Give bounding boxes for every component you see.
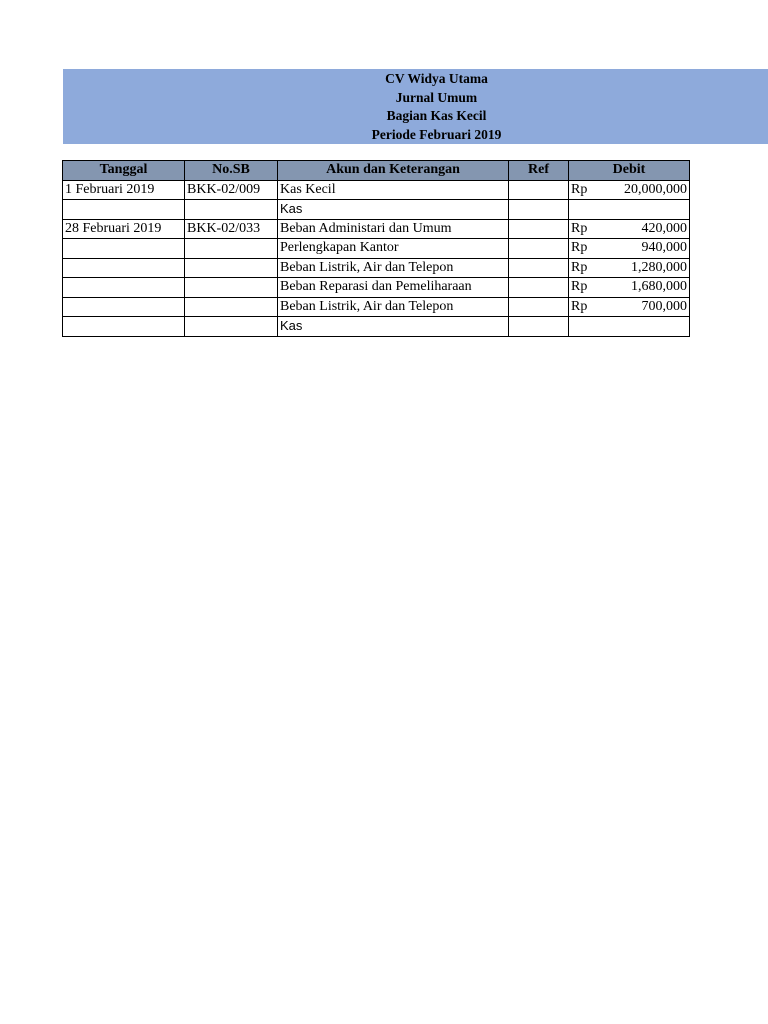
journal-title: Jurnal Umum (395, 89, 478, 105)
table-row (63, 317, 690, 337)
cell-tanggal (63, 297, 185, 317)
currency-label: Rp (571, 240, 588, 256)
cell-nosb (185, 258, 278, 278)
journal-table (62, 160, 690, 337)
cell-debit (569, 200, 690, 220)
cell-tanggal (63, 258, 185, 278)
debit-amount: 420,000 (641, 220, 687, 236)
cell-debit (569, 297, 690, 317)
cell-nosb (185, 278, 278, 298)
cell-akun: Beban Listrik, Air dan Telepon (278, 297, 509, 317)
cell-ref (509, 200, 569, 220)
cell-nosb (185, 239, 278, 259)
cell-ref (509, 297, 569, 317)
cell-tanggal (63, 278, 185, 298)
period-title: Periode Februari 2019 (371, 126, 502, 142)
table-row (63, 180, 690, 200)
cell-ref (509, 180, 569, 200)
table-row (63, 258, 690, 278)
cell-ref (509, 317, 569, 337)
debit-amount: 940,000 (641, 240, 687, 256)
cell-akun: Beban Listrik, Air dan Telepon (278, 258, 509, 278)
currency-label: Rp (571, 259, 588, 275)
debit-amount: 700,000 (641, 298, 687, 314)
column-header-debit: Debit (569, 161, 690, 181)
cell-akun: Beban Administari dan Umum (278, 219, 509, 239)
cell-nosb (185, 200, 278, 220)
cell-akun: Kas (278, 200, 509, 220)
cell-akun: Perlengkapan Kantor (278, 239, 509, 259)
cell-nosb (185, 297, 278, 317)
table-row (63, 200, 690, 220)
cell-debit (569, 219, 690, 239)
cell-debit (569, 180, 690, 200)
table-row (63, 219, 690, 239)
cell-akun: Beban Reparasi dan Pemeliharaan (278, 278, 509, 298)
cell-ref (509, 278, 569, 298)
section-title: Bagian Kas Kecil (386, 108, 487, 123)
table-row (63, 297, 690, 317)
cell-akun: Kas (278, 317, 509, 337)
debit-amount: 1,280,000 (631, 259, 687, 275)
report-header (63, 70, 768, 144)
cell-tanggal: 28 Februari 2019 (63, 219, 185, 239)
cell-nosb (185, 317, 278, 337)
cell-ref (509, 258, 569, 278)
cell-tanggal (63, 200, 185, 220)
currency-label: Rp (571, 220, 588, 236)
table-row (63, 278, 690, 298)
cell-debit (569, 278, 690, 298)
cell-nosb: BKK-02/009 (185, 180, 278, 200)
column-header-nosb: No.SB (185, 161, 278, 181)
table-row (63, 239, 690, 259)
cell-tanggal (63, 317, 185, 337)
journal-body (63, 180, 690, 336)
currency-label: Rp (571, 298, 588, 314)
currency-label: Rp (571, 279, 588, 295)
cell-ref (509, 219, 569, 239)
company-name: CV Widya Utama (385, 71, 488, 86)
cell-tanggal: 1 Februari 2019 (63, 180, 185, 200)
cell-debit (569, 317, 690, 337)
cell-tanggal (63, 239, 185, 259)
column-header-akun: Akun dan Keterangan (278, 161, 509, 181)
debit-amount: 1,680,000 (631, 279, 687, 295)
cell-ref (509, 239, 569, 259)
cell-debit (569, 239, 690, 259)
table-header-row (63, 161, 690, 181)
cell-debit (569, 258, 690, 278)
cell-akun: Kas Kecil (278, 180, 509, 200)
debit-amount: 20,000,000 (624, 181, 687, 197)
column-header-tanggal: Tanggal (63, 161, 185, 181)
column-header-ref: Ref (509, 161, 569, 181)
currency-label: Rp (571, 181, 588, 197)
cell-nosb: BKK-02/033 (185, 219, 278, 239)
